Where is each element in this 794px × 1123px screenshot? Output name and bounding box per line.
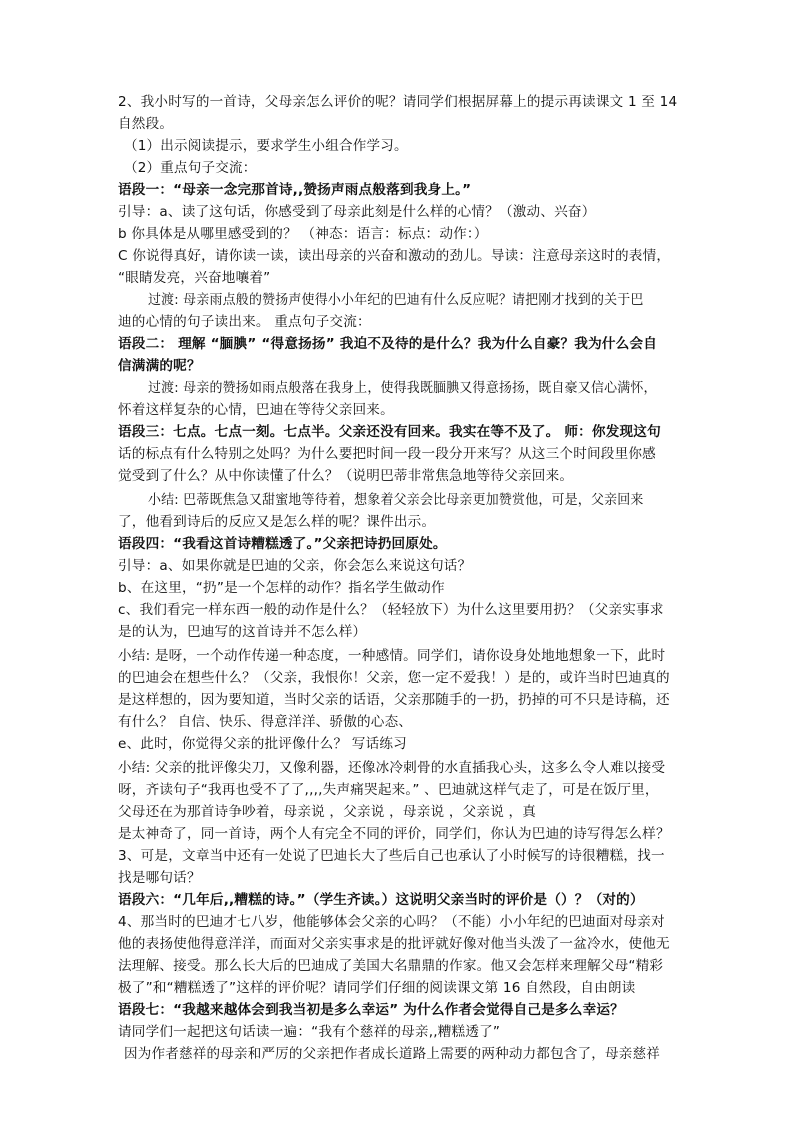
text-line: 找是哪句话？ [118,870,201,886]
section-heading: 语段七：“我越来越体会到我当初是多么幸运” 为什么作者会觉得自己是多么幸运？ [118,1002,624,1018]
text-line: 话的标点有什么特别之处吗？为什么要把时间一段一段分开来写？从这三个时间段里你感 [118,446,656,462]
text-line: 怀着这样复杂的心情，巴迪在等待父亲回来。 [118,402,394,418]
text-line: 了，他看到诗后的反应又是怎么样的呢？课件出示。 [118,514,436,530]
text-line: “眼睛发亮，兴奋地嚷着” [118,270,271,286]
text-line: 3、可是，文章当中还有一处说了巴迪长大了些后自己也承认了小时候写的诗很糟糕，找一 [118,848,665,864]
text-line: 极了”和“糟糕透了”这样的评价呢？请同学们仔细的阅读课文第 16 自然段，自由朗读 [118,980,636,996]
text-line: e、此时，你觉得父亲的批评像什么？ 写话练习 [118,736,407,752]
section-heading: 语段四：“我看这首诗糟糕透了。”父亲把诗扔回原处。 [118,536,447,552]
text-line: 引导：a、如果你就是巴迪的父亲，你会怎么来说这句话？ [118,558,472,574]
text-line: 小结: 巴蒂既焦急又甜蜜地等待着，想象着父亲会比母亲更加赞赏他，可是，父亲回来 [148,492,644,508]
text-line: 的巴迪会在想些什么？（父亲，我恨你！父亲，您一定不爱我！）是的，或许当时巴迪真的 [118,670,670,686]
text-line: 迪的心情的句子读出来。 重点句子交流： [118,314,371,330]
text-line: 小结: 是呀，一个动作传递一种态度，一种感情。同学们，请你设身处地地想象一下，此时 [118,648,666,664]
text-line: 父母还在为那首诗争吵着，母亲说 ，父亲说 ，母亲说 ，父亲说 ，真 [118,804,537,820]
text-line: 呀，齐读句子“我再也受不了了,,,,失声痛哭起来。” 、巴迪就这样气走了，可是在饭厅里， [118,782,659,798]
text-line: 自然段。 [118,116,174,132]
text-line: 觉受到了什么？从中你读懂了什么？（说明巴蒂非常焦急地等待父亲回来。 [118,468,574,484]
text-line: b、在这里，“扔”是一个怎样的动作？指名学生做动作 [118,580,445,596]
text-line: 2、我小时写的一首诗，父母亲怎么评价的呢？请同学们根据屏幕上的提示再读课文 1 至 14 [118,94,678,110]
text-line: 过渡: 母亲雨点般的赞扬声使得小小年纪的巴迪有什么反应呢？请把刚才找到的关于巴 [148,292,644,308]
text-line: 小结: 父亲的批评像尖刀，又像利器，还像冰冷刺骨的水直插我心头，这多么令人难以接受 [118,760,666,776]
text-line: C 你说得真好，请你读一读，读出母亲的兴奋和激动的劲儿。导读：注意母亲这时的表情， [118,248,671,264]
text-line: 有什么？ 自信、快乐、得意洋洋、骄傲的心态、 [118,714,413,730]
text-line: 他的表扬使他得意洋洋，而面对父亲实事求是的批评就好像对他当头泼了一盆冷水，使他无 [118,936,670,952]
section-heading: 语段三：七点。七点一刻。七点半。父亲还没有回来。我实在等不及了。 师：你发现这句 [118,424,661,440]
text-line: b 你具体是从哪里感受到的？ （神态：语言：标点：动作：） [118,226,488,242]
text-line: 是这样想的，因为要知道，当时父亲的话语，父亲那随手的一扔，扔掉的可不只是诗稿，还 [118,692,670,708]
section-heading: 语段六：“几年后,,糟糕的诗。”（学生齐读。）这说明父亲当时的评价是（）？（对的） [118,892,644,908]
text-line: c、我们看完一样东西一般的动作是什么？（轻轻放下）为什么这里要用扔？（父亲实事求 [118,602,664,618]
text-line: （1）出示阅读提示，要求学生小组合作学习。 [124,138,408,154]
text-line: 过渡: 母亲的赞扬如雨点般落在我身上，使得我既腼腆又得意扬扬，既自豪又信心满怀， [148,380,657,396]
text-line: 引导：a、读了这句话，你感受到了母亲此刻是什么样的心情？（激动、兴奋） [118,204,596,220]
text-line: 是太神奇了，同一首诗，两个人有完全不同的评价，同学们，你认为巴迪的诗写得怎么样？ [118,826,670,842]
section-heading: 语段二： 理解 “腼腆” “得意扬扬” 我迫不及待的是什么？我为什么自豪？我为什么会自 [118,336,658,352]
text-line: 法理解、接受。那么长大后的巴迪成了美国大名鼎鼎的作家。他又会怎样来理解父母“精彩 [118,958,664,974]
text-line: 4、那当时的巴迪才七八岁，他能够体会父亲的心吗？（不能）小小年纪的巴迪面对母亲对 [118,914,665,930]
text-line: 因为作者慈祥的母亲和严厉的父亲把作者成长道路上需要的两种动力都包含了，母亲慈祥 [124,1046,661,1062]
text-line: 是的认为，巴迪写的这首诗并不怎么样） [118,624,367,640]
section-heading: 信满满的呢？ [118,358,201,374]
text-line: （2）重点句子交流： [124,160,257,176]
text-line: 请同学们一起把这句话读一遍：“我有个慈祥的母亲,,糟糕透了” [118,1024,501,1040]
section-heading: 语段一：“母亲一念完那首诗,,赞扬声雨点般落到我身上。” [118,182,472,198]
